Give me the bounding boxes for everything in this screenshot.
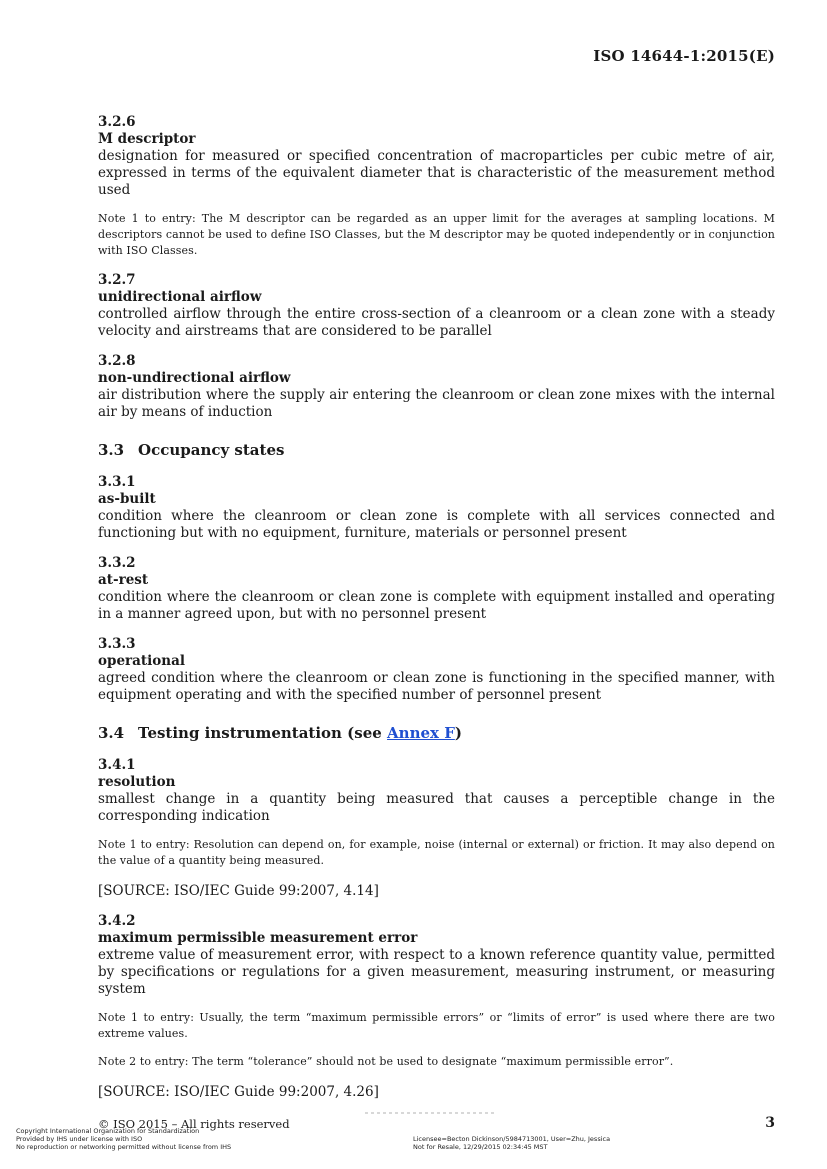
term-number: 3.3.2 — [98, 555, 136, 571]
term-definition: air distribution where the supply air entering the cleanroom or clean zone mixes with the internal air by means of induction — [98, 387, 775, 420]
license-notice-left — [16, 1127, 231, 1151]
license-line: Licensee=Becton Dickinson/5984713001, User=Zhu, Jessica — [413, 1135, 611, 1143]
term-title: operational — [98, 653, 185, 669]
term-definition: controlled airflow through the entire cross-section of a cleanroom or a clean zone with a steady velocity and airstreams that are considered to be parallel — [98, 306, 775, 339]
term-note: Note 2 to entry: The term “tolerance” should not be used to designate “maximum permissible error”. — [98, 1055, 674, 1068]
term-title: resolution — [98, 774, 176, 790]
term-number: 3.2.6 — [98, 114, 136, 130]
section-heading-occupancy-states — [98, 441, 775, 460]
term-source: [SOURCE: ISO/IEC Guide 99:2007, 4.14] — [98, 883, 379, 899]
license-line: No reproduction or networking permitted without license from IHS — [16, 1143, 232, 1151]
annex-f-link[interactable]: Annex F — [387, 724, 455, 742]
term-entry — [98, 272, 775, 340]
term-number: 3.4.1 — [98, 757, 136, 773]
page-content — [98, 114, 775, 1114]
term-number: 3.3.3 — [98, 636, 136, 652]
license-line: Copyright International Organization for Standardization — [16, 1127, 200, 1135]
page-number: 3 — [765, 1115, 775, 1131]
term-definition: condition where the cleanroom or clean zone is complete with equipment installed and operating in a manner agreed upon, but with no personnel present — [98, 589, 775, 622]
term-entry — [98, 913, 775, 1101]
term-definition: extreme value of measurement error, with respect to a known reference quantity value, permitted by specifications or regulations for a given measurement, measuring instrument, or measuring system — [98, 947, 775, 997]
term-title: unidirectional airflow — [98, 289, 262, 305]
document-id: ISO 14644-1:2015(E) — [593, 47, 775, 65]
term-entry — [98, 555, 775, 623]
term-entry — [98, 757, 775, 900]
term-number: 3.3.1 — [98, 474, 136, 490]
term-entry — [98, 114, 775, 259]
section-number: 3.4 — [98, 724, 125, 742]
term-entry — [98, 474, 775, 542]
term-note: Note 1 to entry: The M descriptor can be regarded as an upper limit for the averages at sampling locations. M descriptors cannot be used to define ISO Classes, but the M descriptor may be quoted independently or in conjunction with ISO Classes. — [98, 212, 775, 257]
term-definition: agreed condition where the cleanroom or clean zone is functioning in the specified manner, with equipment operating and with the specified number of personnel present — [98, 670, 775, 703]
term-entry — [98, 636, 775, 704]
divider — [365, 1112, 495, 1114]
section-title-close: ) — [454, 724, 462, 742]
term-number: 3.4.2 — [98, 913, 136, 929]
term-definition: condition where the cleanroom or clean zone is complete with all services connected and functioning but with no equipment, furniture, materials or personnel present — [98, 508, 775, 541]
term-title: M descriptor — [98, 131, 196, 147]
term-entry — [98, 353, 775, 421]
license-line: Not for Resale, 12/29/2015 02:34:45 MST — [413, 1143, 548, 1151]
section-title: Testing instrumentation (see — [138, 724, 388, 742]
section-heading-testing-instrumentation — [98, 724, 775, 743]
term-title: maximum permissible measurement error — [98, 930, 418, 946]
term-definition: smallest change in a quantity being measured that causes a perceptible change in the corresponding indication — [98, 791, 775, 824]
term-source: [SOURCE: ISO/IEC Guide 99:2007, 4.26] — [98, 1084, 379, 1100]
term-number: 3.2.7 — [98, 272, 136, 288]
term-title: at-rest — [98, 572, 149, 588]
term-number: 3.2.8 — [98, 353, 136, 369]
term-note: Note 1 to entry: Usually, the term “maximum permissible errors” or “limits of error” is used where there are two extreme values. — [98, 1011, 775, 1040]
section-number: 3.3 — [98, 441, 125, 459]
section-title: Occupancy states — [138, 441, 285, 459]
term-note: Note 1 to entry: Resolution can depend on, for example, noise (internal or external) or friction. It may also depend on the value of a quantity being measured. — [98, 838, 775, 867]
license-line: Provided by IHS under license with ISO — [16, 1135, 143, 1143]
footer-copyright: © ISO 2015 – All rights reserved — [98, 1117, 290, 1131]
term-title: non-undirectional airflow — [98, 370, 291, 386]
term-title: as-built — [98, 491, 156, 507]
license-notice-right — [413, 1135, 610, 1151]
term-definition: designation for measured or specified concentration of macroparticles per cubic metre of air, expressed in terms of the equivalent diameter that is characteristic of the measurement method used — [98, 148, 775, 198]
